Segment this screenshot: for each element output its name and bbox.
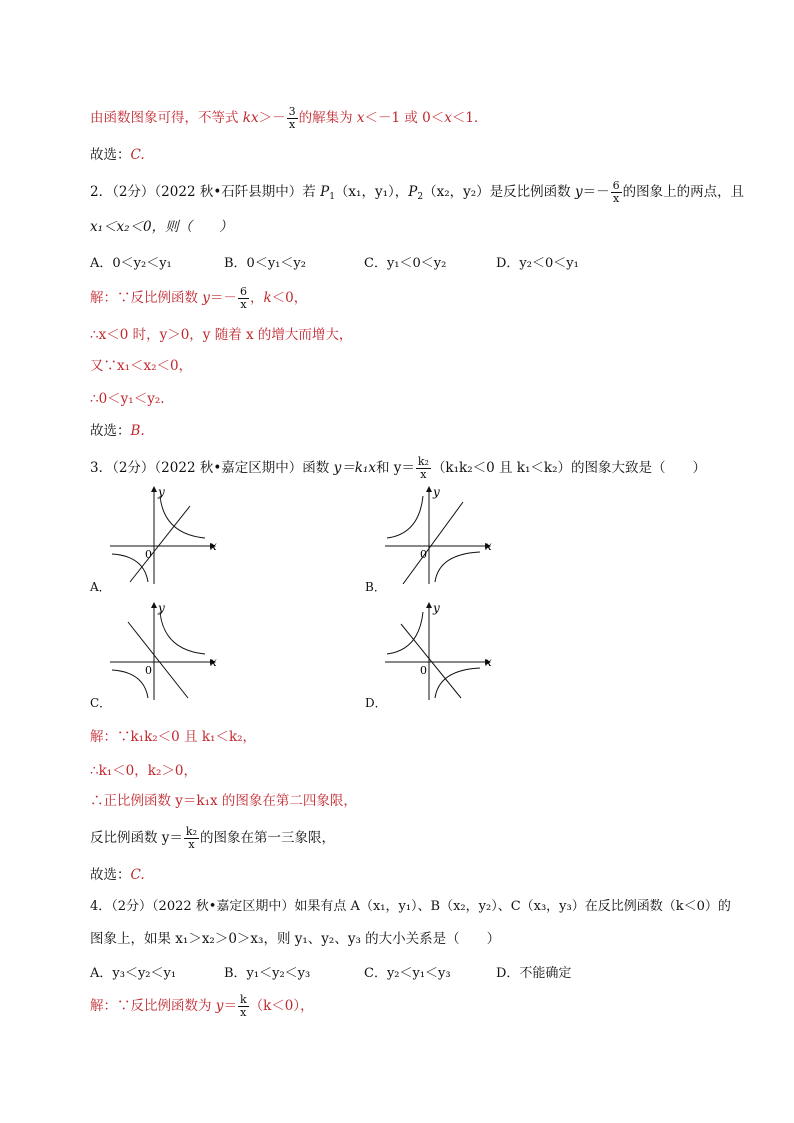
graph-c: [110, 600, 220, 700]
y-axis-arrow: [426, 602, 432, 608]
q3-answer: [90, 866, 145, 884]
proportional-line: [130, 506, 190, 582]
q2-answer: [90, 422, 145, 440]
graph-b-label: B．: [365, 580, 386, 594]
fraction-numerator: k: [239, 993, 247, 1006]
text: （x₁，y₁），: [334, 184, 409, 200]
text: 和 y＝: [375, 460, 415, 476]
text: y: [574, 184, 583, 200]
x-axis-label: x: [485, 655, 492, 669]
hyperbola-branch-q1: [160, 496, 205, 538]
text: ＝－: [209, 290, 237, 306]
y-axis-arrow: [151, 602, 157, 608]
fraction-denominator: x: [288, 118, 296, 131]
graph-b: [385, 484, 495, 584]
text: 的图象在第一三象限，: [200, 830, 335, 846]
q4-option-b: B．y₁＜y₂＜y₃: [224, 966, 311, 981]
q4-option-c: C．y₂＜y₁＜y₃: [364, 966, 451, 981]
fraction: [184, 826, 199, 851]
text: y: [202, 290, 210, 306]
q4-solution-line1: [90, 994, 314, 1019]
answer-value: C.: [130, 147, 145, 163]
fraction-denominator: x: [188, 838, 195, 851]
text: （k＜0），: [249, 998, 314, 1014]
q3-solution-line3: ∴正比例函数 y＝k₁x 的图象在第二四象限，: [90, 793, 357, 809]
hyperbola-branch-q4: [435, 552, 480, 582]
y-axis-arrow: [151, 486, 157, 492]
q2-solution-line3: 又∵x₁＜x₂＜0，: [90, 358, 193, 374]
q4-stem-line1: 4．（2分）（2022 秋•嘉定区期中）如果有点 A（x₁，y₁）、B（x₂，y₂）、C（x₃，y₃）在反比例函数（k＜0）的: [90, 899, 731, 914]
prev-solution-line: [90, 106, 488, 131]
q2-solution-line1: [90, 286, 307, 311]
q2-solution-line2: ∴x＜0 时，y＞0，y 随着 x 的增大而增大，: [90, 327, 353, 343]
hyperbola-branch-q2: [387, 496, 423, 538]
fraction-numerator: 6: [239, 285, 247, 298]
q3-solution-line4: [90, 826, 335, 851]
answer-label: 故选：: [90, 147, 131, 163]
subscript: 2: [417, 192, 424, 202]
text: （k₁k₂＜0 且 k₁＜k₂）的图象大致是（ ）: [431, 460, 706, 476]
answer-value: B.: [130, 423, 145, 439]
text: P: [320, 184, 330, 200]
fraction-denominator: x: [240, 298, 247, 311]
fraction-denominator: x: [612, 192, 620, 205]
x-axis-label: x: [485, 539, 492, 553]
fraction: [416, 456, 431, 481]
fraction-numerator: 6: [612, 179, 620, 192]
origin-label: 0: [420, 664, 427, 677]
origin-label: 0: [145, 664, 152, 677]
text: k: [263, 290, 272, 306]
y-axis-label: y: [433, 601, 440, 615]
q4-option-a: A．y₃＜y₂＜y₁: [90, 966, 177, 981]
proportional-line: [401, 624, 461, 698]
fraction: [287, 106, 298, 131]
q3-stem: [90, 456, 706, 481]
text: 解：∵反比例函数为: [90, 998, 216, 1014]
proportional-line: [128, 622, 188, 698]
answer-label: 故选：: [90, 867, 131, 883]
text: P: [408, 184, 418, 200]
hyperbola-branch-q3: [112, 670, 148, 698]
text: y＝k₁x: [333, 460, 376, 476]
q2-stem: [90, 180, 744, 206]
graph-d-label: D．: [365, 696, 387, 710]
x-axis-label: x: [210, 539, 217, 553]
text: 的解集为: [298, 110, 357, 126]
prev-answer: [90, 146, 145, 164]
q2-stem-line2: x₁＜x₂＜0，则（ ）: [90, 219, 233, 235]
text: ＜1．: [451, 110, 488, 126]
answer-value: C.: [130, 867, 145, 883]
q2-option-c: C．y₁＜0＜y₂: [364, 256, 447, 271]
origin-label: 0: [420, 548, 427, 561]
fraction-denominator: x: [240, 1006, 247, 1019]
text: 2．（2分）（2022 秋•石阡县期中）若: [90, 184, 321, 200]
q3-solution-line1: 解：∵k₁k₂＜0 且 k₁＜k₂，: [90, 729, 257, 745]
subscript: 1: [329, 192, 335, 202]
q2-option-d: D．y₂＜0＜y₁: [496, 256, 579, 271]
q4-option-d: D．不能确定: [496, 966, 572, 981]
hyperbola-branch-q1: [160, 612, 205, 654]
text: ＝: [223, 998, 237, 1014]
proportional-line: [403, 502, 463, 584]
y-axis-label: y: [433, 485, 440, 499]
text: x: [356, 110, 365, 126]
text: 3．（2分）（2022 秋•嘉定区期中）函数: [90, 460, 334, 476]
q2-solution-line4: ∴0＜y₁＜y₂.: [90, 391, 165, 407]
hyperbola-branch-q2: [387, 612, 423, 654]
text: 由函数图象可得，不等式: [90, 110, 243, 126]
y-axis-label: y: [158, 601, 165, 615]
text: （x₂，y₂）: [423, 184, 490, 200]
fraction-numerator: 3: [288, 105, 296, 118]
text: x: [444, 110, 452, 126]
fraction-numerator: k₂: [417, 455, 429, 468]
answer-label: 故选：: [90, 423, 131, 439]
origin-label: 0: [145, 548, 152, 561]
graph-d: [385, 600, 495, 700]
fraction-denominator: x: [420, 468, 427, 481]
text: 是反比例函数: [489, 184, 575, 200]
q2-option-b: B．0＜y₁＜y₂: [224, 256, 306, 271]
fraction: [611, 180, 622, 205]
hyperbola-branch-q3: [112, 554, 148, 582]
q3-solution-line2: ∴k₁＜0，k₂＞0，: [90, 763, 197, 779]
text: ＝－: [582, 184, 610, 200]
fraction: [238, 994, 249, 1019]
text: 反比例函数 y＝: [90, 830, 183, 846]
q2-option-a: A．0＜y₂＜y₁: [90, 256, 172, 271]
text: ＜－1 或 0＜: [364, 110, 445, 126]
text: 解：∵反比例函数: [90, 290, 203, 306]
graph-a: [110, 484, 220, 584]
text: ＜0，: [271, 290, 308, 306]
fraction: [238, 286, 249, 311]
text: y: [215, 998, 224, 1014]
text: kx: [242, 110, 259, 126]
q4-stem-line2: 图象上，如果 x₁＞x₂＞0＞x₃，则 y₁、y₂、y₃ 的大小关系是（ ）: [90, 931, 501, 947]
text: 的图象上的两点，且: [622, 184, 745, 200]
graph-c-label: C．: [90, 696, 112, 710]
graph-a-label: A．: [90, 580, 111, 594]
x-axis-label: x: [210, 655, 217, 669]
fraction-numerator: k₂: [185, 825, 197, 838]
y-axis-arrow: [426, 486, 432, 492]
y-axis-label: y: [158, 485, 165, 499]
text: ＞－: [258, 110, 286, 126]
text: ，: [249, 290, 264, 306]
